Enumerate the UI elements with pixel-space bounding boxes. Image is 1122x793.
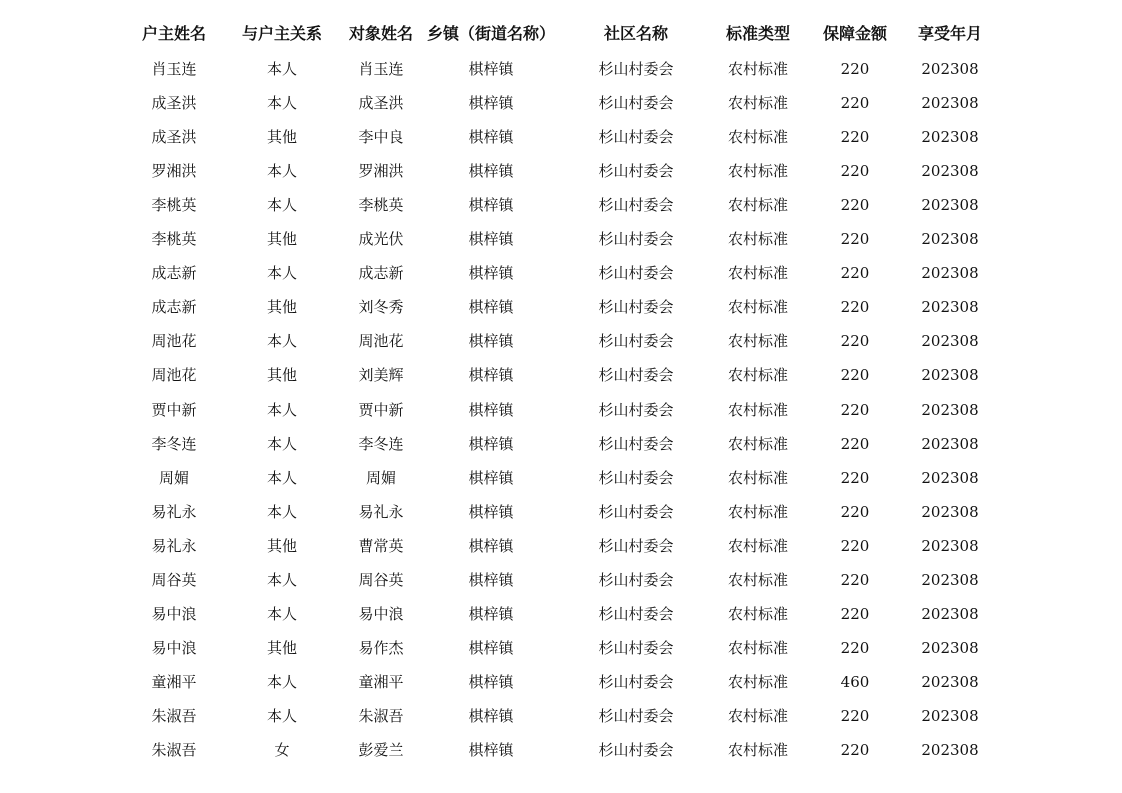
cell-household-head-name: 易礼永	[151, 536, 197, 555]
cell-recipient-name: 成圣洪	[358, 94, 404, 112]
cell-amount: 220	[840, 264, 870, 283]
column-header-recipient-name: 对象姓名	[348, 24, 414, 43]
cell-standard-type: 农村标准	[727, 434, 789, 453]
cell-township: 棋梓镇	[468, 128, 514, 147]
cell-recipient-name: 罗湘洪	[358, 162, 404, 181]
cell-recipient-name: 李中良	[358, 128, 404, 147]
cell-amount: 220	[840, 298, 870, 317]
cell-standard-type: 农村标准	[727, 468, 789, 487]
cell-recipient-name: 易中浪	[358, 604, 404, 623]
cell-relationship: 本人	[266, 706, 298, 725]
cell-relationship: 本人	[266, 264, 298, 283]
cell-amount: 220	[840, 60, 870, 78]
cell-relationship: 本人	[266, 60, 298, 78]
cell-household-head-name: 李桃英	[151, 230, 197, 249]
cell-community: 杉山村委会	[598, 536, 674, 555]
cell-relationship: 其他	[266, 298, 298, 317]
cell-relationship: 本人	[266, 434, 298, 453]
cell-standard-type: 农村标准	[727, 264, 789, 283]
cell-relationship: 本人	[266, 332, 298, 351]
cell-township: 棋梓镇	[468, 298, 514, 317]
cell-recipient-name: 贾中新	[358, 400, 404, 419]
cell-township: 棋梓镇	[468, 434, 514, 453]
cell-amount: 220	[840, 468, 870, 487]
cell-township: 棋梓镇	[468, 741, 514, 759]
cell-standard-type: 农村标准	[727, 60, 789, 78]
cell-start-month: 202308	[921, 434, 979, 453]
cell-relationship: 本人	[266, 400, 298, 419]
cell-start-month: 202308	[921, 706, 979, 725]
cell-community: 杉山村委会	[598, 264, 674, 283]
cell-standard-type: 农村标准	[727, 400, 789, 419]
cell-standard-type: 农村标准	[727, 536, 789, 555]
cell-township: 棋梓镇	[468, 60, 514, 78]
cell-household-head-name: 易礼永	[151, 502, 197, 521]
cell-relationship: 本人	[266, 468, 298, 487]
cell-community: 杉山村委会	[598, 604, 674, 623]
cell-township: 棋梓镇	[468, 94, 514, 112]
cell-township: 棋梓镇	[468, 332, 514, 351]
cell-township: 棋梓镇	[468, 604, 514, 623]
cell-amount: 220	[840, 741, 870, 759]
cell-standard-type: 农村标准	[727, 604, 789, 623]
column-header-relationship: 与户主关系	[241, 24, 323, 43]
cell-start-month: 202308	[921, 502, 979, 521]
cell-amount: 220	[840, 94, 870, 112]
cell-standard-type: 农村标准	[727, 230, 789, 249]
cell-household-head-name: 易中浪	[151, 638, 197, 657]
cell-recipient-name: 曹常英	[358, 536, 404, 555]
cell-relationship: 本人	[266, 570, 298, 589]
cell-amount: 220	[840, 570, 870, 589]
cell-start-month: 202308	[921, 638, 979, 657]
cell-start-month: 202308	[921, 468, 979, 487]
cell-household-head-name: 周谷英	[151, 570, 197, 589]
cell-amount: 220	[840, 196, 870, 215]
cell-community: 杉山村委会	[598, 162, 674, 181]
cell-amount: 220	[840, 434, 870, 453]
cell-amount: 220	[840, 706, 870, 725]
cell-recipient-name: 周谷英	[358, 570, 404, 589]
cell-township: 棋梓镇	[468, 162, 514, 181]
cell-relationship: 其他	[266, 128, 298, 147]
cell-recipient-name: 童湘平	[358, 672, 404, 691]
cell-recipient-name: 易礼永	[358, 502, 404, 521]
cell-amount: 220	[840, 502, 870, 521]
cell-start-month: 202308	[921, 570, 979, 589]
cell-relationship: 本人	[266, 672, 298, 691]
cell-start-month: 202308	[921, 94, 979, 112]
cell-start-month: 202308	[921, 128, 979, 147]
cell-amount: 220	[840, 366, 870, 385]
cell-community: 杉山村委会	[598, 196, 674, 215]
cell-relationship: 女	[274, 741, 290, 759]
cell-standard-type: 农村标准	[727, 638, 789, 657]
cell-relationship: 本人	[266, 94, 298, 112]
cell-recipient-name: 周池花	[358, 332, 404, 351]
cell-standard-type: 农村标准	[727, 502, 789, 521]
cell-household-head-name: 成志新	[151, 298, 197, 317]
cell-household-head-name: 周池花	[151, 366, 197, 385]
cell-household-head-name: 成志新	[151, 264, 197, 283]
cell-household-head-name: 肖玉连	[151, 60, 197, 78]
cell-relationship: 本人	[266, 196, 298, 215]
cell-recipient-name: 肖玉连	[358, 60, 404, 78]
cell-start-month: 202308	[921, 672, 979, 691]
cell-township: 棋梓镇	[468, 230, 514, 249]
cell-recipient-name: 朱淑吾	[358, 706, 404, 725]
cell-start-month: 202308	[921, 332, 979, 351]
cell-community: 杉山村委会	[598, 400, 674, 419]
cell-recipient-name: 易作杰	[358, 638, 404, 657]
column-header-household-head-name: 户主姓名	[141, 24, 207, 43]
cell-standard-type: 农村标准	[727, 706, 789, 725]
cell-community: 杉山村委会	[598, 502, 674, 521]
cell-amount: 220	[840, 536, 870, 555]
cell-township: 棋梓镇	[468, 196, 514, 215]
cell-township: 棋梓镇	[468, 502, 514, 521]
cell-household-head-name: 周媚	[158, 468, 190, 487]
cell-recipient-name: 刘冬秀	[358, 298, 404, 317]
cell-amount: 220	[840, 638, 870, 657]
cell-community: 杉山村委会	[598, 60, 674, 78]
cell-standard-type: 农村标准	[727, 332, 789, 351]
cell-township: 棋梓镇	[468, 264, 514, 283]
cell-recipient-name: 周媚	[365, 468, 397, 487]
cell-community: 杉山村委会	[598, 230, 674, 249]
cell-relationship: 本人	[266, 162, 298, 181]
cell-community: 杉山村委会	[598, 332, 674, 351]
cell-township: 棋梓镇	[468, 638, 514, 657]
cell-relationship: 其他	[266, 638, 298, 657]
cell-township: 棋梓镇	[468, 366, 514, 385]
cell-township: 棋梓镇	[468, 570, 514, 589]
cell-start-month: 202308	[921, 60, 979, 78]
column-header-amount: 保障金额	[822, 24, 888, 43]
cell-start-month: 202308	[921, 162, 979, 181]
cell-standard-type: 农村标准	[727, 672, 789, 691]
cell-amount: 220	[840, 400, 870, 419]
cell-start-month: 202308	[921, 400, 979, 419]
cell-amount: 220	[840, 604, 870, 623]
column-header-standard-type: 标准类型	[725, 24, 791, 43]
cell-recipient-name: 刘美辉	[358, 366, 404, 385]
cell-start-month: 202308	[921, 366, 979, 385]
cell-recipient-name: 李桃英	[358, 196, 404, 215]
cell-start-month: 202308	[921, 298, 979, 317]
cell-township: 棋梓镇	[468, 672, 514, 691]
cell-community: 杉山村委会	[598, 128, 674, 147]
cell-amount: 220	[840, 332, 870, 351]
cell-standard-type: 农村标准	[727, 741, 789, 759]
cell-start-month: 202308	[921, 604, 979, 623]
cell-recipient-name: 李冬连	[358, 434, 404, 453]
cell-community: 杉山村委会	[598, 638, 674, 657]
cell-relationship: 本人	[266, 502, 298, 521]
cell-relationship: 其他	[266, 536, 298, 555]
cell-standard-type: 农村标准	[727, 366, 789, 385]
cell-start-month: 202308	[921, 264, 979, 283]
cell-township: 棋梓镇	[468, 536, 514, 555]
cell-relationship: 其他	[266, 230, 298, 249]
cell-standard-type: 农村标准	[727, 128, 789, 147]
cell-amount: 460	[840, 672, 870, 691]
cell-community: 杉山村委会	[598, 741, 674, 759]
cell-household-head-name: 朱淑吾	[151, 706, 197, 725]
cell-household-head-name: 罗湘洪	[151, 162, 197, 181]
cell-township: 棋梓镇	[468, 706, 514, 725]
cell-standard-type: 农村标准	[727, 196, 789, 215]
cell-community: 杉山村委会	[598, 434, 674, 453]
cell-household-head-name: 朱淑吾	[151, 741, 197, 759]
cell-amount: 220	[840, 128, 870, 147]
cell-community: 杉山村委会	[598, 298, 674, 317]
cell-household-head-name: 成圣洪	[151, 94, 197, 112]
cell-community: 杉山村委会	[598, 672, 674, 691]
column-header-community: 社区名称	[603, 24, 669, 43]
cell-household-head-name: 童湘平	[151, 672, 197, 691]
cell-household-head-name: 成圣洪	[151, 128, 197, 147]
cell-relationship: 其他	[266, 366, 298, 385]
cell-standard-type: 农村标准	[727, 94, 789, 112]
cell-recipient-name: 成志新	[358, 264, 404, 283]
cell-community: 杉山村委会	[598, 706, 674, 725]
cell-standard-type: 农村标准	[727, 570, 789, 589]
cell-household-head-name: 周池花	[151, 332, 197, 351]
cell-start-month: 202308	[921, 741, 979, 759]
cell-standard-type: 农村标准	[727, 162, 789, 181]
cell-amount: 220	[840, 162, 870, 181]
cell-household-head-name: 李桃英	[151, 196, 197, 215]
cell-standard-type: 农村标准	[727, 298, 789, 317]
cell-community: 杉山村委会	[598, 570, 674, 589]
cell-community: 杉山村委会	[598, 94, 674, 112]
cell-start-month: 202308	[921, 230, 979, 249]
cell-township: 棋梓镇	[468, 468, 514, 487]
cell-household-head-name: 易中浪	[151, 604, 197, 623]
cell-start-month: 202308	[921, 536, 979, 555]
cell-household-head-name: 李冬连	[151, 434, 197, 453]
cell-household-head-name: 贾中新	[151, 400, 197, 419]
cell-amount: 220	[840, 230, 870, 249]
column-header-start-month: 享受年月	[917, 24, 983, 43]
cell-township: 棋梓镇	[468, 400, 514, 419]
cell-community: 杉山村委会	[598, 366, 674, 385]
cell-start-month: 202308	[921, 196, 979, 215]
column-header-township: 乡镇（街道名称）	[426, 24, 556, 43]
cell-relationship: 本人	[266, 604, 298, 623]
cell-recipient-name: 彭爱兰	[358, 741, 404, 759]
cell-recipient-name: 成光伏	[358, 230, 404, 249]
cell-community: 杉山村委会	[598, 468, 674, 487]
